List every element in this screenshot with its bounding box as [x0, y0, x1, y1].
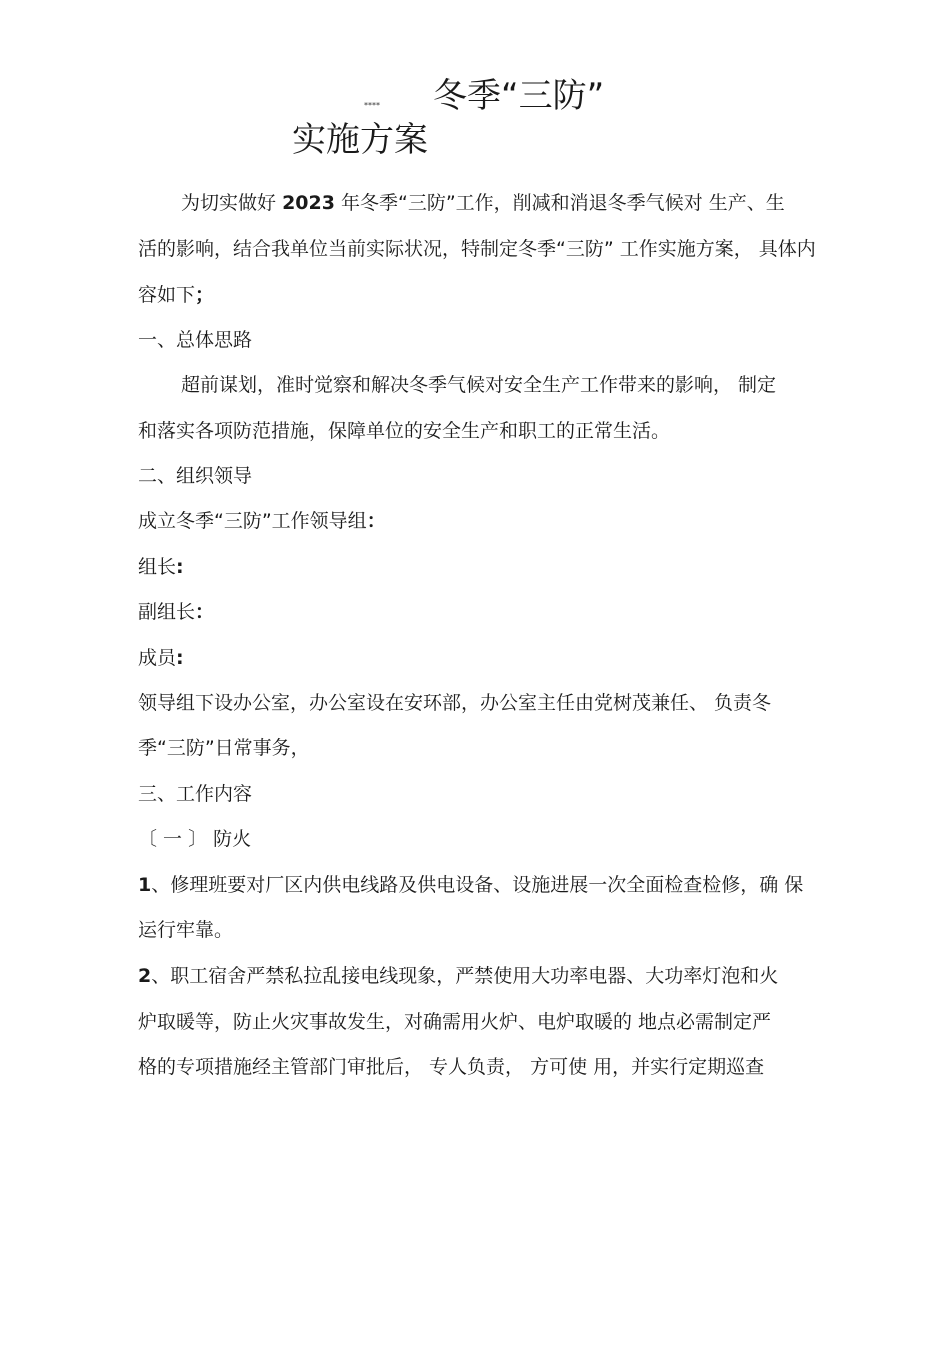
item-2-line-1: [138, 963, 778, 989]
office-line-1: 领导组下设办公室，办公室设在安环部，办公室主任由党树茂兼任、 负责冬: [138, 692, 772, 714]
intro-semicolon: ；: [195, 284, 215, 306]
item-2-number: 2: [138, 965, 152, 987]
section-2-line-1: [138, 508, 386, 534]
vice-leader-line: [138, 599, 214, 625]
intro-paragraph-line-2: 活的影响，结合我单位当前实际状况，特制定冬季“三防” 工作实施方案， 具体内: [138, 238, 816, 260]
item-2-line-3: 格的专项措施经主管部门审批后， 专人负责， 方可使 用，并实行定期巡查: [138, 1056, 765, 1078]
leader-colon: :: [176, 556, 184, 578]
subsection-1-label: 防火: [207, 828, 252, 850]
section-1-heading: 一、总体思路: [138, 329, 253, 351]
section-2-heading: 二、组织领导: [138, 465, 253, 487]
subsection-1-heading: [138, 826, 251, 852]
section-1-line-1: 超前谋划，准时觉察和解决冬季气候对安全生产工作带来的影响， 制定: [181, 374, 777, 396]
item-1-line-2: 运行牢靠。: [138, 919, 234, 941]
section-1-line-2: 和落实各项防范措施，保障单位的安全生产和职工的正常生活。: [138, 420, 671, 442]
intro-text-a: 为切实做好: [181, 192, 277, 214]
item-2-line-2: 炉取暖等，防止火灾事故发生，对确需用火炉、电炉取暖的 地点必需制定严: [138, 1011, 772, 1033]
intro-year: 2023: [282, 192, 335, 214]
vice-leader-label: 副组长: [138, 601, 196, 623]
item-1-number: 1: [138, 874, 152, 896]
subsection-1-bracket: 〔 一 〕: [138, 828, 208, 850]
intro-text-b: 年冬季“三防”工作，削减和消退冬季气候对 生产、生: [341, 192, 785, 214]
intro-paragraph-line-1: [181, 190, 785, 216]
members-line: [138, 645, 184, 671]
leader-line: [138, 554, 184, 580]
section-3-heading: 三、工作内容: [138, 783, 253, 805]
vice-leader-colon: ：: [195, 601, 215, 623]
leadership-group-colon: ：: [366, 510, 386, 532]
members-label: 成员: [138, 647, 177, 669]
item-1-line-1: [138, 872, 803, 898]
title-line-1: 冬季“三防”: [433, 76, 605, 116]
item-2-text: 、职工宿舍严禁私拉乱接电线现象，严禁使用大功率电器、大功率灯泡和火: [151, 965, 779, 987]
title-line-2: 实施方案: [292, 120, 428, 160]
intro-text-c: 容如下: [138, 284, 196, 306]
intro-paragraph-line-3: [138, 282, 214, 308]
item-1-text: 、修理班要对厂区内供电线路及供电设备、设施进展一次全面检查检修，确 保: [151, 874, 804, 896]
leadership-group-text: 成立冬季“三防”工作领导组: [138, 510, 367, 532]
header-stars: ****: [364, 101, 380, 110]
members-colon: :: [176, 647, 184, 669]
office-line-2: 季“三防”日常事务，: [138, 737, 310, 759]
leader-label: 组长: [138, 556, 177, 578]
